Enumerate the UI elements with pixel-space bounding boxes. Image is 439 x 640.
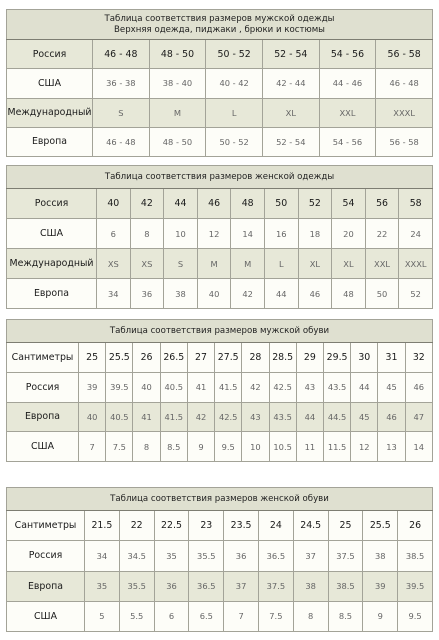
size-cell: 46 [298, 279, 332, 309]
row-label-russia: Россия [7, 189, 97, 219]
row-label-russia: Россия [7, 40, 93, 69]
size-cell: 46 - 48 [93, 40, 150, 69]
row-label-europe: Европа [7, 571, 85, 601]
table-row [7, 40, 433, 69]
size-cell: 6.5 [189, 601, 224, 631]
size-cell: 36 [130, 279, 164, 309]
table-row [7, 541, 433, 571]
size-cell: 52 - 54 [262, 40, 319, 69]
size-cell: 42 [187, 402, 214, 432]
size-cell: 44 [351, 372, 378, 402]
size-cell: 7.5 [106, 432, 133, 462]
size-cell: 35.5 [189, 541, 224, 571]
size-cell: 8 [130, 219, 164, 249]
size-cell: 14 [231, 219, 265, 249]
size-cell: 52 - 54 [262, 127, 319, 156]
size-cell: XXXL [399, 249, 433, 279]
row-label-centimeters: Сантиметры [7, 343, 79, 373]
size-cell: 50 - 52 [206, 127, 263, 156]
size-cell: XXXL [376, 98, 433, 127]
table-row [7, 69, 433, 98]
table-title-row [7, 10, 433, 40]
size-cell: 22 [119, 511, 154, 541]
row-label-europe: Европа [7, 127, 93, 156]
size-cell: 23.5 [224, 511, 259, 541]
size-cell: 23 [189, 511, 224, 541]
row-label-usa: США [7, 69, 93, 98]
size-cell: 38 [164, 279, 198, 309]
size-cell: 52 [399, 279, 433, 309]
size-cell: 39 [363, 571, 398, 601]
table-title [7, 488, 433, 511]
size-cell: 10 [242, 432, 269, 462]
size-cell: 29 [296, 343, 323, 373]
row-label-russia: Россия [7, 541, 85, 571]
size-cell: L [206, 98, 263, 127]
size-cell: 54 [332, 189, 366, 219]
table-title-row [7, 320, 433, 343]
size-cell: 42 [130, 189, 164, 219]
size-cell: 41.5 [160, 402, 187, 432]
mens-shoes-size-table [6, 319, 433, 462]
size-cell: 9 [187, 432, 214, 462]
size-cell: 27.5 [215, 343, 242, 373]
size-cell: 36 - 38 [93, 69, 150, 98]
size-cell: XXL [365, 249, 399, 279]
size-cell: XS [130, 249, 164, 279]
table-row [7, 601, 433, 631]
size-cell: 6 [154, 601, 189, 631]
size-cell: M [149, 98, 206, 127]
table-row [7, 402, 433, 432]
size-cell: 8 [133, 432, 160, 462]
size-cell: 56 - 58 [376, 40, 433, 69]
size-cell: 37.5 [328, 541, 363, 571]
size-cell: 44.5 [323, 402, 350, 432]
size-cell: 48 - 50 [149, 40, 206, 69]
size-cell: 50 [365, 279, 399, 309]
size-cell: 12 [197, 219, 231, 249]
table-row [7, 432, 433, 462]
size-cell: 37 [293, 541, 328, 571]
size-cell: 52 [298, 189, 332, 219]
row-label-russia: Россия [7, 372, 79, 402]
row-label-usa: США [7, 601, 85, 631]
size-cell: 7.5 [258, 601, 293, 631]
size-cell: 14 [405, 432, 432, 462]
size-cell: 44 [164, 189, 198, 219]
size-cell: 34.5 [119, 541, 154, 571]
table-row [7, 571, 433, 601]
size-cell: 25 [79, 343, 106, 373]
size-cell: XL [298, 249, 332, 279]
size-cell: 5.5 [119, 601, 154, 631]
size-cell: 46 [378, 402, 405, 432]
size-cell: 5 [85, 601, 120, 631]
size-cell: 36 [154, 571, 189, 601]
size-cell: 54 - 56 [319, 127, 376, 156]
size-cell: S [93, 98, 150, 127]
size-cell: 37 [224, 571, 259, 601]
size-cell: 34 [85, 541, 120, 571]
size-cell: 8 [293, 601, 328, 631]
table-title-line: Таблица соответствия размеров женской одежды [104, 171, 335, 182]
size-cell: 35 [85, 571, 120, 601]
size-cell: 38.5 [328, 571, 363, 601]
size-cell: 7 [79, 432, 106, 462]
size-cell: XL [332, 249, 366, 279]
size-cell: S [164, 249, 198, 279]
size-cell: 31 [378, 343, 405, 373]
size-cell: 56 [365, 189, 399, 219]
table-row [7, 127, 433, 156]
size-cell: 27 [187, 343, 214, 373]
size-cell: 9 [363, 601, 398, 631]
size-cell: 42 [242, 372, 269, 402]
size-cell: 48 [231, 189, 265, 219]
size-cell: 43 [296, 372, 323, 402]
table-row [7, 98, 433, 127]
row-label-usa: США [7, 219, 97, 249]
size-cell: 25.5 [106, 343, 133, 373]
size-cell: 38.5 [398, 541, 433, 571]
size-cell: 43.5 [323, 372, 350, 402]
table-title [7, 166, 433, 189]
size-cell: 45 [378, 372, 405, 402]
size-cell: 40 - 42 [206, 69, 263, 98]
size-cell: 29.5 [323, 343, 350, 373]
size-cell: 13 [378, 432, 405, 462]
size-cell: XXL [319, 98, 376, 127]
size-cell: 40 [197, 279, 231, 309]
size-cell: 41 [187, 372, 214, 402]
size-cell: 28.5 [269, 343, 296, 373]
table-title-line: Таблица соответствия размеров мужской одежды [104, 13, 335, 24]
size-cell: 24 [258, 511, 293, 541]
size-cell: 50 [264, 189, 298, 219]
size-cell: 54 - 56 [319, 40, 376, 69]
size-cell: 39.5 [398, 571, 433, 601]
row-label-international: Международный [7, 249, 97, 279]
size-cell: 42.5 [215, 402, 242, 432]
size-cell: 20 [332, 219, 366, 249]
table-title-line: Таблица соответствия размеров женской обуви [110, 493, 329, 504]
size-cell: 7 [224, 601, 259, 631]
size-cell: 16 [264, 219, 298, 249]
size-cell: 34 [97, 279, 131, 309]
size-cell: 9.5 [398, 601, 433, 631]
size-cell: 26 [398, 511, 433, 541]
size-cell: 43 [242, 402, 269, 432]
size-cell: 44 - 46 [319, 69, 376, 98]
size-cell: 46 - 48 [376, 69, 433, 98]
table-title [7, 10, 433, 40]
size-cell: 22 [365, 219, 399, 249]
size-cell: 36.5 [189, 571, 224, 601]
size-cell: 8.5 [328, 601, 363, 631]
size-cell: 6 [97, 219, 131, 249]
size-cell: 11 [296, 432, 323, 462]
size-cell: 46 [405, 372, 432, 402]
table-title-row [7, 488, 433, 511]
size-cell: 25 [328, 511, 363, 541]
size-cell: 10 [164, 219, 198, 249]
table-title-row [7, 166, 433, 189]
size-cell: 11.5 [323, 432, 350, 462]
size-cell: 38 [363, 541, 398, 571]
size-cell: XL [262, 98, 319, 127]
size-cell: 58 [399, 189, 433, 219]
size-cell: 40.5 [160, 372, 187, 402]
size-cell: 41.5 [215, 372, 242, 402]
row-label-centimeters: Сантиметры [7, 511, 85, 541]
size-cell: 46 - 48 [93, 127, 150, 156]
row-label-europe: Европа [7, 402, 79, 432]
size-cell: 42 - 44 [262, 69, 319, 98]
size-cell: 25.5 [363, 511, 398, 541]
size-cell: 10.5 [269, 432, 296, 462]
size-cell: 44 [296, 402, 323, 432]
table-title [7, 320, 433, 343]
table-title-line: Таблица соответствия размеров мужской обуви [109, 325, 330, 336]
table-row [7, 279, 433, 309]
size-cell: 26 [133, 343, 160, 373]
size-cell: 47 [405, 402, 432, 432]
size-cell: 38 - 40 [149, 69, 206, 98]
size-cell: 26.5 [160, 343, 187, 373]
table-subtitle-line: Верхняя одежда, пиджаки , брюки и костюмы [114, 24, 325, 35]
womens-clothing-size-table [6, 165, 433, 309]
size-cell: 48 [332, 279, 366, 309]
size-cell: 46 [197, 189, 231, 219]
size-cell: 22.5 [154, 511, 189, 541]
mens-clothing-size-table [6, 9, 433, 157]
size-cell: 28 [242, 343, 269, 373]
table-row [7, 219, 433, 249]
row-label-international: Международный [7, 98, 93, 127]
size-cell: 41 [133, 402, 160, 432]
size-cell: 43.5 [269, 402, 296, 432]
size-cell: 42.5 [269, 372, 296, 402]
table-row [7, 343, 433, 373]
table-row [7, 189, 433, 219]
size-cell: 18 [298, 219, 332, 249]
size-cell: 30 [351, 343, 378, 373]
size-cell: 9.5 [215, 432, 242, 462]
size-cell: 40.5 [106, 402, 133, 432]
size-cell: 40 [133, 372, 160, 402]
row-label-europe: Европа [7, 279, 97, 309]
size-cell: 40 [97, 189, 131, 219]
table-row [7, 249, 433, 279]
size-cell: XS [97, 249, 131, 279]
size-cell: 42 [231, 279, 265, 309]
size-cell: 48 - 50 [149, 127, 206, 156]
size-cell: 21.5 [85, 511, 120, 541]
table-row [7, 511, 433, 541]
size-cell: 8.5 [160, 432, 187, 462]
womens-shoes-size-table [6, 487, 433, 632]
size-cell: 45 [351, 402, 378, 432]
table-row [7, 372, 433, 402]
size-cell: M [231, 249, 265, 279]
size-cell: 39.5 [106, 372, 133, 402]
size-cell: 40 [79, 402, 106, 432]
size-cell: 12 [351, 432, 378, 462]
size-cell: L [264, 249, 298, 279]
size-cell: 36 [224, 541, 259, 571]
size-cell: 39 [79, 372, 106, 402]
row-label-usa: США [7, 432, 79, 462]
size-cell: 35 [154, 541, 189, 571]
size-cell: 24.5 [293, 511, 328, 541]
size-cell: 32 [405, 343, 432, 373]
size-cell: 36.5 [258, 541, 293, 571]
size-cell: 24 [399, 219, 433, 249]
size-cell: 35.5 [119, 571, 154, 601]
size-cell: M [197, 249, 231, 279]
size-cell: 37.5 [258, 571, 293, 601]
size-cell: 56 - 58 [376, 127, 433, 156]
size-cell: 38 [293, 571, 328, 601]
size-cell: 50 - 52 [206, 40, 263, 69]
size-cell: 44 [264, 279, 298, 309]
